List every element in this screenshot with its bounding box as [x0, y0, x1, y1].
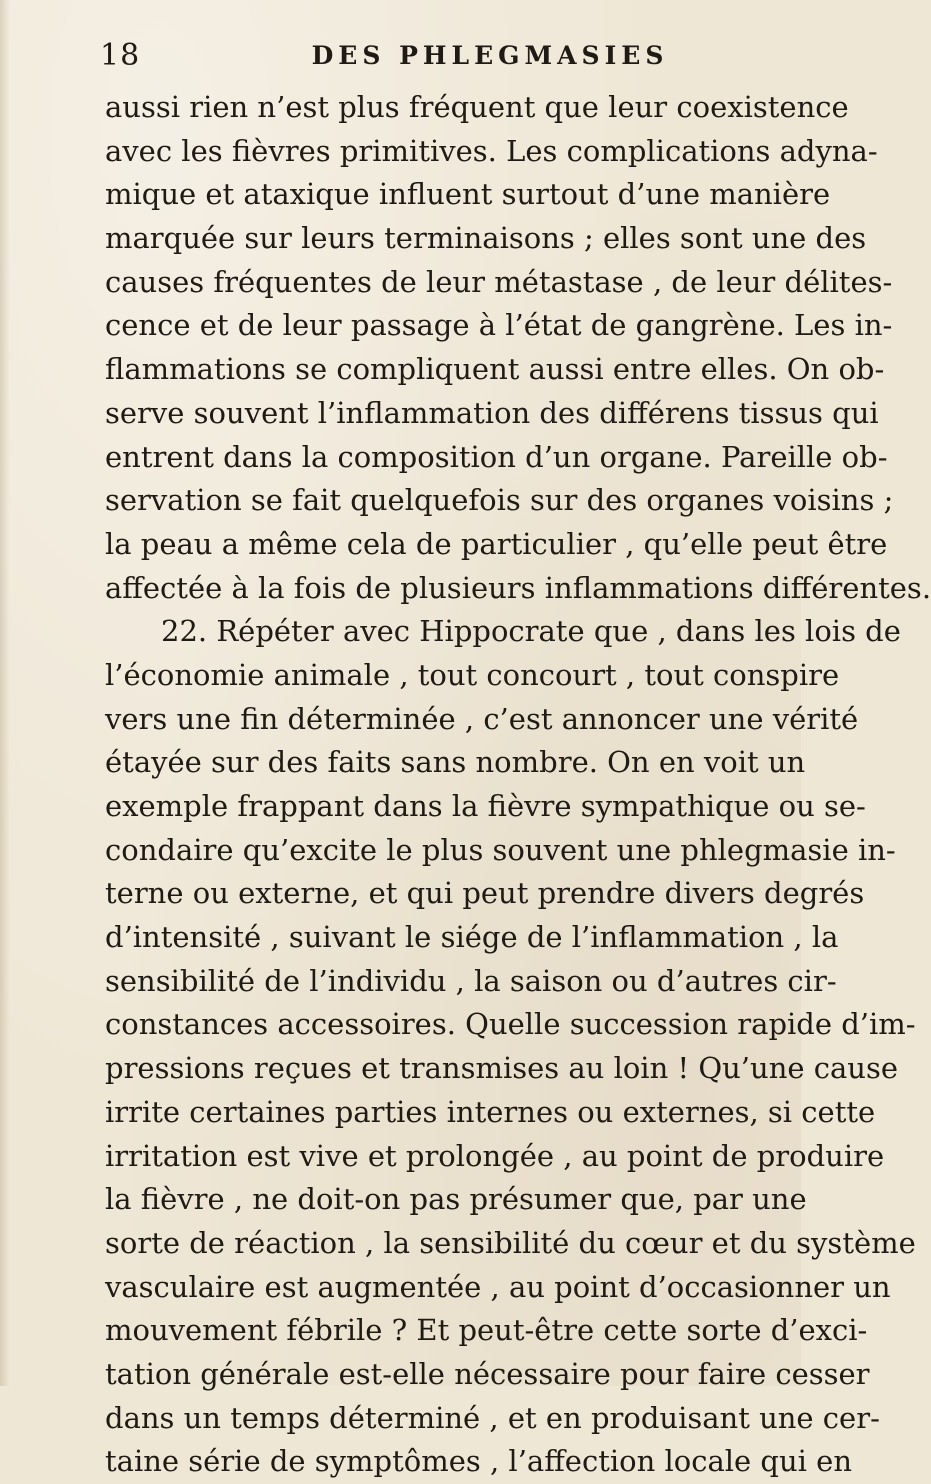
text-line: mouvement fébrile ? Et peut-être cette sorte d’exci- [105, 1313, 868, 1348]
text-line: l’économie animale , tout concourt , tout conspire [105, 657, 840, 692]
text-line: la peau a même cela de particulier , qu’elle peut être [105, 526, 888, 561]
text-line: vasculaire est augmentée , au point d’occasionner un [105, 1269, 891, 1304]
text-line: irritation est vive et prolongée , au point de produire [105, 1138, 885, 1173]
running-title: DES PHLEGMASIES [311, 41, 669, 70]
text-line: avec les fièvres primitives. Les complications adyna- [105, 133, 878, 168]
text-line: sorte de réaction , la sensibilité du cœur et du système [105, 1225, 916, 1260]
text-line: servation se fait quelquefois sur des organes voisins ; [105, 483, 894, 518]
text-line: flammations se compliquent aussi entre elles. On ob- [105, 352, 885, 387]
text-line: mique et ataxique influent surtout d’une manière [105, 177, 831, 212]
paragraph-end-line: affectée à la fois de plusieurs inflammations différentes. [105, 570, 931, 605]
text-line: aussi rien n’est plus fréquent que leur coexistence [105, 90, 849, 124]
text-line: d’intensité , suivant le siége de l’inflammation , la [105, 920, 839, 955]
text-line: condaire qu’excite le plus souvent une phlegmasie in- [105, 832, 896, 867]
text-line: constances accessoires. Quelle succession rapide d’im- [105, 1007, 916, 1042]
text-line: exemple frappant dans la fièvre sympathique ou se- [105, 789, 866, 823]
text-line: cence et de leur passage à l’état de gangrène. Les in- [105, 308, 893, 343]
text-line: marquée sur leurs terminaisons ; elles sont une des [105, 221, 867, 256]
text-line: tation générale est-elle nécessaire pour faire cesser [105, 1356, 870, 1391]
text-line: causes fréquentes de leur métastase , de leur délites- [105, 264, 893, 299]
page-edge-shadow [0, 0, 10, 1386]
text-line: vers une fin déterminée , c’est annoncer une vérité [105, 701, 859, 736]
text-line: dans un temps déterminé , et en produisant une cer- [105, 1400, 880, 1435]
text-line: pressions reçues et transmises au loin ! Qu’une cause [105, 1051, 899, 1086]
text-line: taine série de symptômes , l’affection locale qui en [105, 1444, 852, 1479]
page-number: 18 [100, 38, 141, 73]
text-line: étayée sur des faits sans nombre. On en voit un [105, 745, 806, 780]
text-line: entrent dans la composition d’un organe. Pareille ob- [105, 439, 888, 474]
text-line: sensibilité de l’individu , la saison ou d’autres cir- [105, 963, 837, 998]
body-text [105, 86, 931, 1484]
page-header [100, 36, 790, 76]
text-line: terne ou externe, et qui peut prendre divers degrés [105, 876, 865, 911]
text-line: irrite certaines parties internes ou externes, si cette [105, 1094, 876, 1129]
text-line: la fièvre , ne doit-on pas présumer que, par une [105, 1182, 807, 1217]
paragraph-start-line: 22. Répéter avec Hippocrate que , dans les lois de [161, 614, 901, 649]
text-line: serve souvent l’inflammation des différens tissus qui [105, 395, 879, 430]
